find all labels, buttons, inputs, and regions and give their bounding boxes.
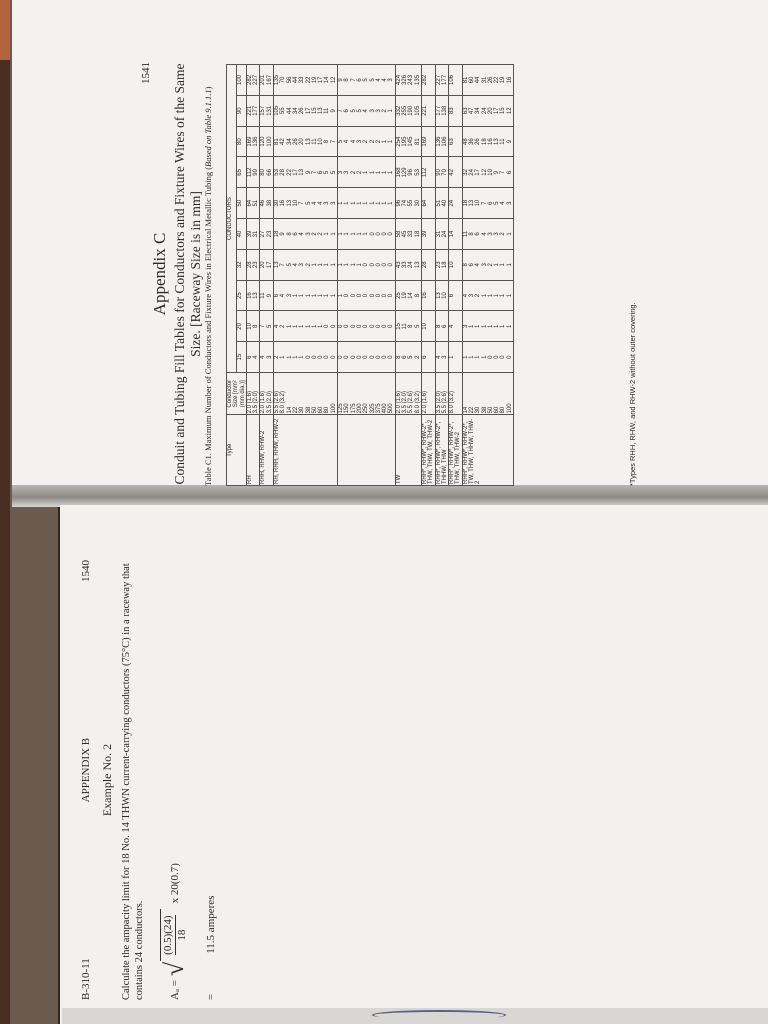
cell-count: 51 40	[435, 188, 449, 219]
cell-count: 4 3	[435, 342, 449, 373]
cell-count: 105 55 44 34 26 17 15 13 11 9	[274, 95, 338, 126]
table-row	[435, 65, 449, 486]
col-header-type: Type	[227, 415, 247, 486]
cell-count: 227 177	[435, 65, 449, 96]
cell-count: 11 8 6 4 3 3 2 1	[462, 219, 513, 250]
cell-type: RHH, RHW, RHW-2	[260, 415, 274, 486]
raceway-size-header: 20	[236, 311, 246, 342]
cell-count: 168 129 96 53	[395, 157, 421, 188]
cell-count: 63	[449, 126, 463, 157]
cell-count: 11 9	[260, 280, 274, 311]
formula-numerator: (0.5)(24)	[162, 915, 175, 955]
cell-count: 135 70 56 44 33 22 19 17 14 12	[274, 65, 338, 96]
cell-count: 7 5	[260, 311, 274, 342]
cell-count: 30 16 13 10 7 5 4 4 3 3	[274, 188, 338, 219]
formula-multiplier: x 20(0.7)	[168, 863, 181, 904]
cell-count: 8 6 4 3 2 1 1 1	[462, 249, 513, 280]
raceway-size-header: 80	[236, 126, 246, 157]
cell-count: 28 23	[246, 249, 260, 280]
appendix-title-block	[150, 62, 203, 486]
cell-count: 4 3 2 1 1 1 1 1	[462, 280, 513, 311]
cell-count: 58 45 33 18	[395, 219, 421, 250]
cell-type: RH, RHH, RHW, RHW-2	[274, 415, 338, 486]
cell-count: 157 131	[260, 95, 274, 126]
sqrt-icon: √	[159, 961, 189, 977]
cell-type: RHH*, RHW*, RHW-2*, THW, THW, THW-2	[449, 415, 463, 486]
raceway-size-header: 65	[236, 157, 246, 188]
cell-count: 4	[449, 311, 463, 342]
raceway-size-header: 15	[236, 342, 246, 373]
cell-count: 221	[421, 95, 435, 126]
cell-count: 96 74 55 30	[395, 188, 421, 219]
right-page-content	[138, 62, 734, 486]
cell-count: 1 1 1 1 1 0 0 0 0	[338, 219, 396, 250]
cell-count: 8 6 5 2	[395, 342, 421, 373]
cell-count: 112 90	[246, 157, 260, 188]
table-row	[462, 65, 513, 486]
cell-count: 201 167	[260, 65, 274, 96]
cell-type: RHH*, RHW*, RHW-2*, THW, THW, TW, THW-2	[421, 415, 435, 486]
example-text: Calculate the ampacity limit for 18 No. 14 THWN current-carrying conductors (75°C) in a raceway that contains 24 conductors.	[121, 563, 145, 1000]
formula-lhs: Aₐ =	[168, 980, 181, 1000]
cell-type: RHH*, RHW*, RHW-2*, TW, THW, THHW, THW-2	[462, 415, 513, 486]
cell-count: 6 4 3 1 1 1 1 1 1 1	[274, 280, 338, 311]
cell-count: 120 100	[260, 126, 274, 157]
cell-count: 10	[421, 311, 435, 342]
cell-count: 1	[449, 342, 463, 373]
table-row	[421, 65, 435, 486]
cell-count: 13 10	[435, 280, 449, 311]
result-value: 11.5 amperes	[205, 895, 218, 954]
cell-count: 13 7 5 4 3 2 1 1 1 1	[274, 249, 338, 280]
cell-count: 64	[421, 188, 435, 219]
cell-count: 177 138	[435, 95, 449, 126]
cell-count: 53 28 22 17 13 9 7 6 5 5	[274, 157, 338, 188]
cell-count: 2 1 1 1 1 0 0 0 0 0	[274, 342, 338, 373]
cell-count: 282 227	[246, 65, 260, 96]
cell-count: 24	[449, 188, 463, 219]
cell-count: 31 24	[435, 219, 449, 250]
appendix-title: Appendix C	[150, 232, 169, 316]
cell-count: 81 60 44 31 26 22 19 16	[462, 65, 513, 96]
cell-count: 6	[449, 280, 463, 311]
cell-count: 332 255 190 105	[395, 95, 421, 126]
cell-count: 106	[449, 65, 463, 96]
scan-stripe	[0, 0, 10, 1024]
cell-count: 48 36 26 18 16 13 11 9	[462, 126, 513, 157]
cell-count: 1 1 1 1 0 0 0 0 0	[338, 249, 396, 280]
cell-count: 1 1 1 1 1 1 1 1 1	[338, 188, 396, 219]
cell-count: 18 9 8 6 4 3 2 2 1 1	[274, 219, 338, 250]
ampacity-formula	[160, 560, 189, 1000]
cell-count: 9 8 7 6 5 5 4 4 3	[338, 65, 396, 96]
cell-count: 169	[421, 126, 435, 157]
cell-count: 90 70	[435, 157, 449, 188]
cell-count: 282	[421, 65, 435, 96]
raceway-size-header: 40	[236, 219, 246, 250]
raceway-size-header: 25	[236, 280, 246, 311]
formula-fraction	[160, 909, 189, 960]
table-body	[246, 65, 513, 486]
raceway-size-header: 90	[236, 95, 246, 126]
cell-count: 80 66	[260, 157, 274, 188]
cell-count: 16 13	[246, 280, 260, 311]
cell-type: RHH*, RHW*, RHW-2*, THHW, THW	[435, 415, 449, 486]
cell-conductor-size: 2.0 (1.6) 3.5 (2.0)	[260, 373, 274, 415]
cell-count: 0 0 0 0 0 0 0 0 0	[338, 311, 396, 342]
left-page-section: APPENDIX B	[80, 737, 92, 803]
cell-count: 27 23	[260, 219, 274, 250]
cell-conductor-size: 8.0 (3.2)	[449, 373, 463, 415]
cell-conductor-size: 125 150 175 200 250 325 375 400 500	[338, 373, 396, 415]
cell-count: 10 8	[246, 311, 260, 342]
cell-count: 10	[449, 249, 463, 280]
table-row	[260, 65, 274, 486]
cell-count: 1 1 1 1 0 0 0 0	[462, 342, 513, 373]
cell-count: 15 11 8 5	[395, 311, 421, 342]
cell-type	[338, 415, 396, 486]
left-page-number: 1540	[80, 560, 92, 582]
cell-count: 1 0 0 0 0 0 0 0 0	[338, 280, 396, 311]
col-header-size: Conductor Size [mm² (mm dia.)]	[227, 373, 247, 415]
table-caption-prefix: Table C1. Maximum Number of Conductors and Fixture Wires in Electrical Metallic Tubing (	[203, 166, 213, 486]
left-page-code: B-310-11	[80, 958, 92, 1000]
cell-count: 18 13 10 7 6 5 4 3	[462, 188, 513, 219]
raceway-size-header: 32	[236, 249, 246, 280]
cell-count: 8 6	[435, 311, 449, 342]
appendix-subtitle: Conduit and Tubing Fill Tables for Conductors and Fixture Wires of the Same Size. [Raceway Size is in mm]	[172, 63, 203, 485]
cell-count: 39 31	[246, 219, 260, 250]
cell-count: 14	[449, 219, 463, 250]
cell-count: 6	[421, 342, 435, 373]
cell-count: 42	[449, 157, 463, 188]
scan-corner-mark	[0, 0, 10, 60]
left-page-header	[80, 560, 92, 1000]
right-page-number: 1541	[140, 62, 152, 84]
cell-count: 254 195 145 81	[395, 126, 421, 157]
cell-conductor-size: 2.0 (1.6) 3.5 (2.0) 5.5 (2.6) 8.0 (3.2)	[395, 373, 421, 415]
cell-type: TW	[395, 415, 421, 486]
cell-count: 25 19 14 8	[395, 280, 421, 311]
cell-count: 43 33 24 13	[395, 249, 421, 280]
cell-conductor-size: 3.5 (2.0) 5.5 (2.6)	[435, 373, 449, 415]
cell-count: 20 17	[260, 249, 274, 280]
raceway-size-header: 50	[236, 188, 246, 219]
cell-count: 4 2 1 1 1 1 1 1 0 0	[274, 311, 338, 342]
table-caption-suffix: )	[203, 86, 213, 90]
cell-count: 136 106	[435, 126, 449, 157]
cell-count: 83	[449, 95, 463, 126]
cell-count: 23 18	[435, 249, 449, 280]
cell-conductor-size: 14 22 30 38 50 60 80 100	[462, 373, 513, 415]
cell-count: 3 1 1 1 1 1 1 1	[462, 311, 513, 342]
book-gutter	[12, 485, 768, 507]
binding-ring	[372, 1010, 506, 1020]
header-conductors: CONDUCTORS	[227, 65, 237, 373]
example-title: Example No. 2	[100, 743, 114, 817]
cell-count: 28	[421, 249, 435, 280]
table-row	[274, 65, 338, 486]
table-row	[395, 65, 421, 486]
cell-count: 221 177	[246, 95, 260, 126]
formula-result	[205, 560, 217, 1000]
cell-count: 3 3 2 2 1 1 1 1 1	[338, 157, 396, 188]
cell-count: 112	[421, 157, 435, 188]
cell-count: 81 42 34 26 20 13 11 10 8 7	[274, 126, 338, 157]
table-row	[338, 65, 396, 486]
cell-count: 7 6 5 5 4 3 3 2 1	[338, 95, 396, 126]
cell-count: 32 24 17 12 10 9 7 6	[462, 157, 513, 188]
cell-conductor-size: 2.0 (1.6)	[421, 373, 435, 415]
cell-type: RH	[246, 415, 260, 486]
table-row	[246, 65, 260, 486]
table-caption	[204, 62, 214, 486]
cell-count: 0 0 0 0 0 0 0 0 0	[338, 342, 396, 373]
table-row	[449, 65, 463, 486]
cell-conductor-size: 2.0 (1.6) 3.5 (2.0)	[246, 373, 260, 415]
raceway-size-header: 100	[236, 65, 246, 96]
cell-count: 64 51	[246, 188, 260, 219]
formula-denominator: 18	[176, 929, 189, 941]
cell-count: 63 47 34 24 20 17 15 12	[462, 95, 513, 126]
cell-count: 4 3	[260, 342, 274, 373]
cell-count: 424 326 243 135	[395, 65, 421, 96]
table-footnote: *Types RHH, RHW, and RHW-2 without outer covering.	[628, 302, 637, 486]
cell-count: 6 4	[246, 342, 260, 373]
cell-count: 39	[421, 219, 435, 250]
table-caption-italic: Based on Table 9.1.1.1	[203, 89, 213, 167]
left-page-content	[80, 560, 230, 1000]
result-equals: =	[205, 993, 218, 1000]
cell-conductor-size: 5.5 (2.6) 8.0 (3.2) 14 22 30 38 50 60 80 100	[274, 373, 338, 415]
cell-count: 5 4 4 3 2 2 2 1 1	[338, 126, 396, 157]
cell-count: 46 38	[260, 188, 274, 219]
page-bottom-edge	[62, 1008, 768, 1024]
cell-count: 16	[421, 280, 435, 311]
cell-count: 169 136	[246, 126, 260, 157]
conduit-fill-table	[226, 64, 514, 486]
